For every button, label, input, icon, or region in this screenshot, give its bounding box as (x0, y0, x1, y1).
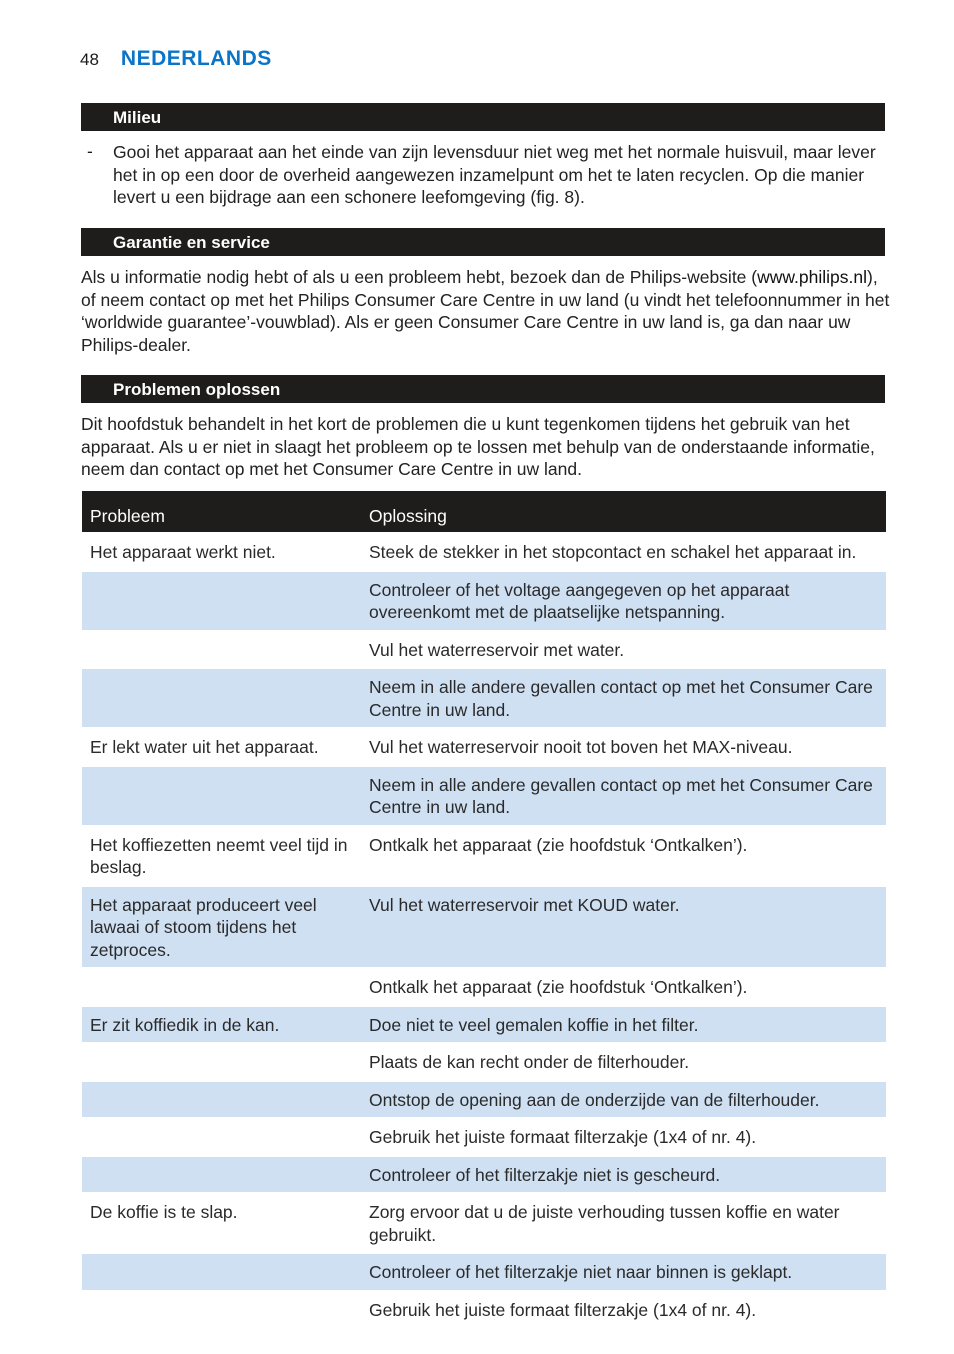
page-number: 48 (80, 50, 99, 69)
problem-cell (82, 631, 361, 669)
table-row (82, 886, 886, 969)
problem-cell: Het koffiezetten neemt veel tijd in beslag. (82, 826, 361, 886)
solution-cell: Controleer of het filterzakje niet naar binnen is geklapt. (361, 1253, 886, 1291)
solution-cell: Vul het waterreservoir met KOUD water. (361, 886, 886, 969)
solution-cell: Zorg ervoor dat u de juiste verhouding tussen koffie en water gebruikt. (361, 1193, 886, 1253)
solution-cell: Controleer of het filterzakje niet is gescheurd. (361, 1156, 886, 1194)
solution-cell: Neem in alle andere gevallen contact op met het Consumer Care Centre in uw land. (361, 766, 886, 826)
section-title-garantie: Garantie en service (81, 228, 885, 256)
solution-cell: Neem in alle andere gevallen contact op met het Consumer Care Centre in uw land. (361, 668, 886, 728)
table-row (82, 1253, 886, 1291)
problem-cell (82, 766, 361, 826)
solution-cell: Gebruik het juiste formaat filterzakje (1x4 of nr. 4). (361, 1118, 886, 1156)
table-row (82, 1156, 886, 1194)
problem-cell (82, 1118, 361, 1156)
table-row (82, 571, 886, 631)
solution-cell: Plaats de kan recht onder de filterhouder. (361, 1043, 886, 1081)
solution-cell: Gebruik het juiste formaat filterzakje (1x4 of nr. 4). (361, 1291, 886, 1328)
problem-cell (82, 1156, 361, 1194)
troubleshooting-table (82, 491, 886, 1327)
garantie-text-before: Als u informatie nodig hebt of als u een probleem hebt, bezoek dan de Philips-website ( (81, 267, 758, 287)
solution-cell: Ontkalk het apparaat (zie hoofdstuk ‘Ontkalken’). (361, 968, 886, 1006)
milieu-text: Gooi het apparaat aan het einde van zijn levensduur niet weg met het normale huisvuil, maar lever het in op een door de overheid aangewezen inzamelpunt om het te laten recyclen. Op die manier levert u een bijdrage aan een schonere leefomgeving (fig. 8). (113, 142, 876, 207)
column-header-probleem: Probleem (82, 491, 361, 533)
problem-cell (82, 1291, 361, 1328)
page-header (80, 47, 272, 77)
problem-cell (82, 668, 361, 728)
table-row (82, 1043, 886, 1081)
garantie-text (81, 266, 891, 356)
table-header-row (82, 491, 886, 533)
philips-website-link[interactable]: www.philips.nl (757, 267, 868, 287)
language-title: NEDERLANDS (120, 47, 272, 70)
problem-cell (82, 968, 361, 1006)
solution-cell: Vul het waterreservoir met water. (361, 631, 886, 669)
problem-cell (82, 571, 361, 631)
table-row (82, 668, 886, 728)
solution-cell: Steek de stekker in het stopcontact en schakel het apparaat in. (361, 533, 886, 571)
problem-cell: Er lekt water uit het apparaat. (82, 728, 361, 766)
solution-cell: Ontkalk het apparaat (zie hoofdstuk ‘Ontkalken’). (361, 826, 886, 886)
problem-cell (82, 1043, 361, 1081)
table-row (82, 968, 886, 1006)
table-row (82, 1006, 886, 1044)
problem-cell: Het apparaat produceert veel lawaai of stoom tijdens het zetproces. (82, 886, 361, 969)
table-row (82, 1291, 886, 1328)
table-row (82, 1193, 886, 1253)
solution-cell: Controleer of het voltage aangegeven op het apparaat overeenkomt met de plaatselijke netspanning. (361, 571, 886, 631)
table-row (82, 1118, 886, 1156)
problem-cell (82, 1253, 361, 1291)
problem-cell (82, 1081, 361, 1119)
garantie-text-after: ), of neem contact op met het Philips Consumer Care Centre in uw land (u vindt het telefoonnummer in het ‘worldwide guarantee’-vouwblad). Als er geen Consumer Care Centre in uw land is, ga dan naar uw Philips-dealer. (81, 267, 890, 355)
table-row (82, 631, 886, 669)
table-row (82, 826, 886, 886)
problem-cell: Er zit koffiedik in de kan. (82, 1006, 361, 1044)
section-title-problemen: Problemen oplossen (81, 375, 885, 403)
table-row (82, 1081, 886, 1119)
table-row (82, 533, 886, 571)
solution-cell: Doe niet te veel gemalen koffie in het filter. (361, 1006, 886, 1044)
bullet-dash: - (87, 141, 93, 161)
section-title-milieu: Milieu (81, 103, 885, 131)
column-header-oplossing: Oplossing (361, 491, 886, 533)
problem-cell: De koffie is te slap. (82, 1193, 361, 1253)
solution-cell: Vul het waterreservoir nooit tot boven het MAX-niveau. (361, 728, 886, 766)
problemen-intro: Dit hoofdstuk behandelt in het kort de problemen die u kunt tegenkomen tijdens het gebruik van het apparaat. Als u er niet in slaagt het probleem op te lossen met behulp van de onderstaande informatie, neem dan contact op met het Consumer Care Centre in uw land. (81, 414, 875, 479)
table-row (82, 728, 886, 766)
problem-cell: Het apparaat werkt niet. (82, 533, 361, 571)
solution-cell: Ontstop de opening aan de onderzijde van de filterhouder. (361, 1081, 886, 1119)
table-row (82, 766, 886, 826)
